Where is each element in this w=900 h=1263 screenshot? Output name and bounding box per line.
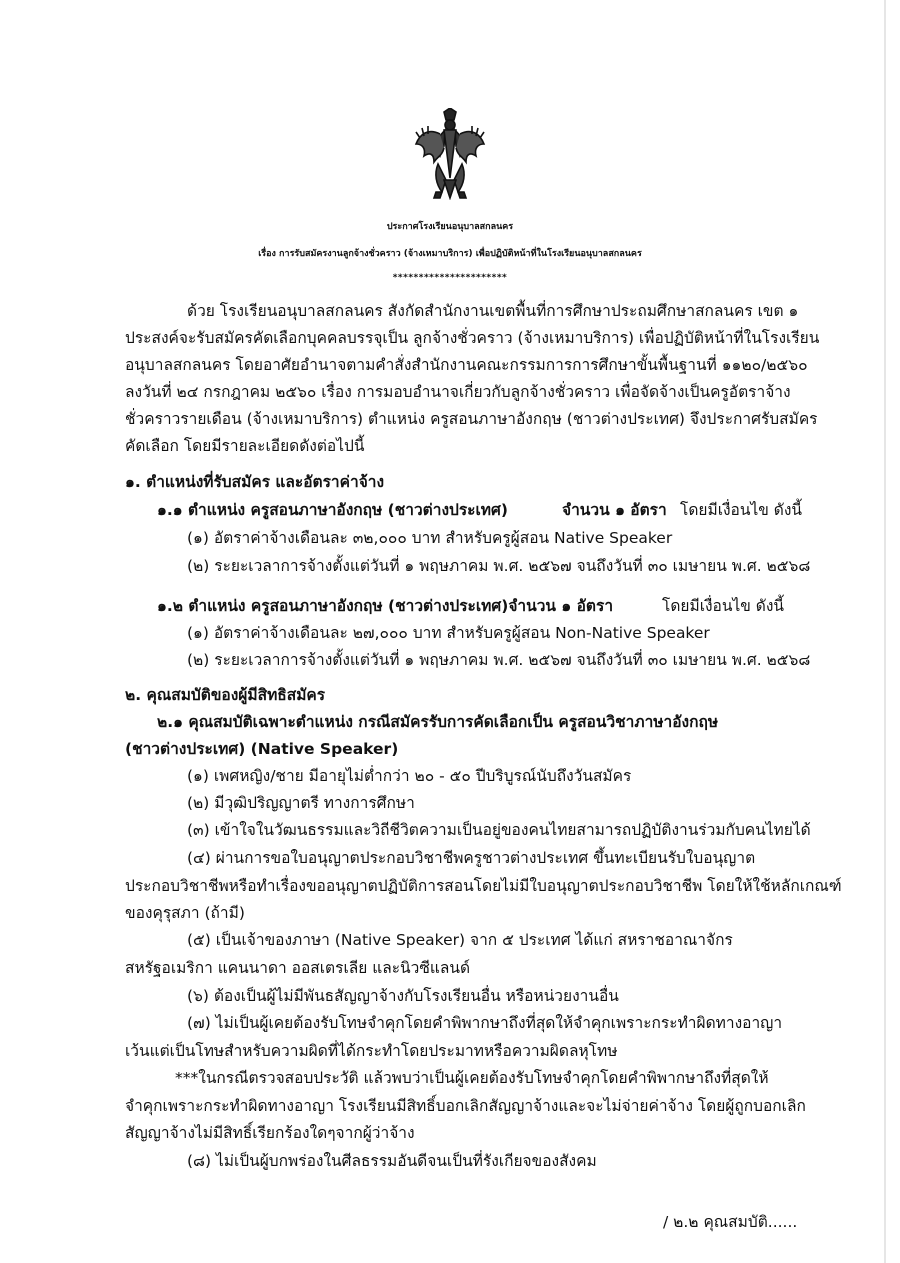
qualification-2: (๒) มีวุฒิปริญญาตรี ทางการศึกษา (187, 794, 415, 812)
qualification-7-cont: เว้นแต่เป็นโทษสำหรับความผิดที่ได้กระทำโดยประมาทหรือความผิดลหุโทษ (125, 1042, 618, 1060)
position-1-item-2: (๒) ระยะเวลาการจ้างตั้งแต่วันที่ ๑ พฤษภาคม พ.ศ. ๒๕๖๗ จนถึงวันที่ ๓๐ เมษายน พ.ศ. ๒๕๖๘ (187, 557, 811, 575)
scan-edge (884, 0, 886, 1263)
continued-marker: / ๒.๒ คุณสมบัติ...... (663, 1213, 798, 1231)
position-1-item-1: (๑) อัตราค่าจ้างเดือนละ ๓๒,๐๐๐ บาท สำหรับครูผู้สอน Native Speaker (187, 529, 673, 547)
qualification-6: (๖) ต้องเป็นผู้ไม่มีพันธสัญญาจ้างกับโรงเรียนอื่น หรือหน่วยงานอื่น (187, 987, 619, 1005)
qualification-3: (๓) เข้าใจในวัฒนธรรมและวิถีชีวิตความเป็นอยู่ของคนไทยสามารถปฏิบัติงานร่วมกับคนไทยได้ (187, 821, 811, 839)
qualification-4-cont-1: ประกอบวิชาชีพหรือทำเรื่องขออนุญาตปฏิบัติการสอนโดยไม่มีใบอนุญาตประกอบวิชาชีพ โดยให้ใช้หลักเกณฑ์ (125, 877, 842, 895)
qualification-5-cont: สหรัฐอเมริกา แคนนาดา ออสเตรเลีย และนิวซีแลนด์ (125, 959, 471, 977)
qualification-7: (๗) ไม่เป็นผู้เคยต้องรับโทษจำคุกโดยคำพิพากษาถึงที่สุดให้จำคุกเพราะกระทำผิดทางอาญา (187, 1014, 783, 1032)
qualification-4: (๔) ผ่านการขอใบอนุญาตประกอบวิชาชีพครูชาวต่างประเทศ ขึ้นทะเบียนรับใบอนุญาต (187, 849, 756, 867)
qualification-5: (๕) เป็นเจ้าของภาษา (Native Speaker) จาก ๕ ประเทศ ได้แก่ สหราชอาณาจักร (187, 931, 733, 949)
position-2-item-2: (๒) ระยะเวลาการจ้างตั้งแต่วันที่ ๑ พฤษภาคม พ.ศ. ๒๕๖๗ จนถึงวันที่ ๓๐ เมษายน พ.ศ. ๒๕๖๘ (187, 651, 811, 669)
section-2-1-heading-cont: (ชาวต่างประเทศ) (Native Speaker) (125, 740, 399, 758)
intro-line-2: ประสงค์จะรับสมัครคัดเลือกบุคคลบรรจุเป็น ลูกจ้างชั่วคราว (จ้างเหมาบริการ) เพื่อปฏิบัติหน้าที่ในโรงเรียน (125, 329, 820, 347)
note-line-2: จำคุกเพราะกระทำผิดทางอาญา โรงเรียนมีสิทธิ์บอกเลิกสัญญาจ้างและจะไม่จ่ายค่าจ้าง โดยผู้ถูกบอกเลิก (125, 1097, 806, 1115)
separator-stars: ********************** (392, 273, 508, 283)
note-line-3: สัญญาจ้างไม่มีสิทธิ์เรียกร้องใดๆจากผู้ว่าจ้าง (125, 1124, 415, 1142)
position-1-condition: โดยมีเงื่อนไข ดังนี้ (680, 501, 803, 519)
position-1-title: ๑.๑ ตำแหน่ง ครูสอนภาษาอังกฤษ (ชาวต่างประเทศ) (157, 501, 508, 519)
section-1-heading: ๑. ตำแหน่งที่รับสมัคร และอัตราค่าจ้าง (125, 473, 385, 491)
qualification-4-cont-2: ของคุรุสภา (ถ้ามี) (125, 904, 245, 922)
intro-line-6: คัดเลือก โดยมีรายละเอียดดังต่อไปนี้ (125, 437, 365, 455)
position-2-title: ๑.๒ ตำแหน่ง ครูสอนภาษาอังกฤษ (ชาวต่างประเทศ)จำนวน ๑ อัตรา (157, 597, 614, 615)
qualification-8: (๘) ไม่เป็นผู้บกพร่องในศีลธรรมอันดีจนเป็นที่รังเกียจของสังคม (187, 1152, 597, 1170)
position-1-count: จำนวน ๑ อัตรา (562, 501, 667, 519)
section-2-1-heading: ๒.๑ คุณสมบัติเฉพาะตำแหน่ง กรณีสมัครรับการคัดเลือกเป็น ครูสอนวิชาภาษาอังกฤษ (157, 713, 719, 731)
qualification-1: (๑) เพศหญิง/ชาย มีอายุไม่ต่ำกว่า ๒๐ - ๕๐ ปีบริบูรณ์นับถึงวันสมัคร (187, 767, 632, 785)
intro-line-1: ด้วย โรงเรียนอนุบาลสกลนคร สังกัดสำนักงานเขตพื้นที่การศึกษาประถมศึกษาสกลนคร เขต ๑ (187, 302, 799, 320)
announcement-subject: เรื่อง การรับสมัครงานลูกจ้างชั่วคราว (จ้างเหมาบริการ) เพื่อปฏิบัติหน้าที่ในโรงเรียนอนุบาลสกลนคร (258, 249, 642, 259)
intro-line-3: อนุบาลสกลนคร โดยอาศัยอำนาจตามคำสั่งสำนักงานคณะกรรมการการศึกษาขั้นพื้นฐานที่ ๑๑๒๐/๒๕๖๐ (125, 356, 808, 374)
position-2-condition: โดยมีเงื่อนไข ดังนี้ (662, 597, 785, 615)
section-2-heading: ๒. คุณสมบัติของผู้มีสิทธิสมัคร (125, 686, 326, 704)
announcement-title: ประกาศโรงเรียนอนุบาลสกลนคร (386, 222, 514, 232)
note-line-1: ***ในกรณีตรวจสอบประวัติ แล้วพบว่าเป็นผู้เคยต้องรับโทษจำคุกโดยคำพิพากษาถึงที่สุดให้ (175, 1069, 769, 1087)
position-2-item-1: (๑) อัตราค่าจ้างเดือนละ ๒๗,๐๐๐ บาท สำหรับครูผู้สอน Non-Native Speaker (187, 624, 710, 642)
intro-line-4: ลงวันที่ ๒๔ กรกฎาคม ๒๕๖๐ เรื่อง การมอบอำนาจเกี่ยวกับลูกจ้างชั่วคราว เพื่อจัดจ้างเป็นครูอัตราจ้าง (125, 383, 791, 401)
intro-line-5: ชั่วคราวรายเดือน (จ้างเหมาบริการ) ตำแหน่ง ครูสอนภาษาอังกฤษ (ชาวต่างประเทศ) จึงประกาศรับสมัคร (125, 410, 818, 428)
garuda-emblem-icon (414, 108, 486, 200)
